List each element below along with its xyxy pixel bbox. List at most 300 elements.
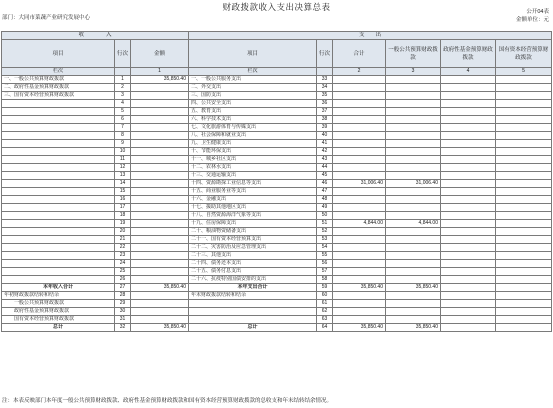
expense-line-cell: 43: [317, 156, 333, 164]
expense-capital-cell: [496, 92, 552, 100]
expense-item-cell: [189, 300, 317, 308]
expense-capital-cell: [496, 212, 552, 220]
income-amount-cell: [131, 316, 189, 324]
expense-general-cell: [386, 204, 441, 212]
table-row: [2, 252, 552, 260]
expense-item-cell: 本年支出合计: [189, 284, 317, 292]
expense-line-cell: 36: [317, 100, 333, 108]
income-line-cell: 30: [115, 308, 131, 316]
income-line-cell: 21: [115, 236, 131, 244]
expense-fund-cell: [441, 132, 496, 140]
table-row: [2, 148, 552, 156]
expense-capital-cell: [496, 308, 552, 316]
income-item-cell: [2, 140, 115, 148]
expense-line-cell: 45: [317, 172, 333, 180]
expense-total-cell: [333, 100, 386, 108]
expense-fund-cell: [441, 196, 496, 204]
expense-fund-cell: [441, 76, 496, 84]
expense-total-cell: [333, 244, 386, 252]
lan-label-expense: 栏次: [189, 68, 317, 76]
expense-capital-cell: [496, 108, 552, 116]
income-item-cell: [2, 212, 115, 220]
expense-capital-cell: [496, 204, 552, 212]
income-line-cell: 26: [115, 276, 131, 284]
table-row: [2, 316, 552, 324]
expense-item-cell: 二十五、债务付息支出: [189, 268, 317, 276]
income-line-cell: 5: [115, 108, 131, 116]
income-line-cell: 2: [115, 84, 131, 92]
expense-fund-cell: [441, 236, 496, 244]
expense-capital-cell: [496, 324, 552, 332]
expense-general-cell: [386, 84, 441, 92]
expense-item-cell: 二十四、债务还本支出: [189, 260, 317, 268]
income-amount-cell: [131, 124, 189, 132]
income-line-cell: 28: [115, 292, 131, 300]
expense-capital-cell: [496, 316, 552, 324]
expense-total-cell: [333, 292, 386, 300]
income-line-cell: 15: [115, 188, 131, 196]
expense-item-cell: 五、教育支出: [189, 108, 317, 116]
income-line-cell: 8: [115, 132, 131, 140]
income-line-cell: 27: [115, 284, 131, 292]
expense-total-cell: [333, 308, 386, 316]
income-amount-cell: [131, 244, 189, 252]
expense-fund-cell: [441, 204, 496, 212]
table-row: [2, 156, 552, 164]
income-item-cell: [2, 100, 115, 108]
income-line-cell: 12: [115, 164, 131, 172]
expense-general-cell: [386, 116, 441, 124]
expense-total-cell: [333, 276, 386, 284]
table-row: [2, 116, 552, 124]
expense-general-cell: [386, 164, 441, 172]
income-amount-cell: 35,850.40: [131, 76, 189, 84]
col-amount: 金额: [131, 40, 189, 68]
income-amount-cell: [131, 300, 189, 308]
income-amount-cell: [131, 172, 189, 180]
income-amount-cell: [131, 108, 189, 116]
table-row: [2, 300, 552, 308]
expense-total-cell: [333, 172, 386, 180]
table-row: [2, 108, 552, 116]
table-row: [2, 204, 552, 212]
expense-item-cell: 六、科学技术支出: [189, 116, 317, 124]
footnote: 注：本表反映部门本年度一般公共预算财政拨款、政府性基金预算财政拨款和国有资本经营预算财政拨款的总收支和年末结转结余情况。: [2, 398, 333, 404]
expense-fund-cell: [441, 180, 496, 188]
expense-line-cell: 33: [317, 76, 333, 84]
income-item-cell: [2, 268, 115, 276]
expense-general-cell: [386, 100, 441, 108]
income-amount-cell: [131, 204, 189, 212]
expense-total-cell: [333, 188, 386, 196]
expense-line-cell: 49: [317, 204, 333, 212]
expense-total-cell: [333, 148, 386, 156]
income-line-cell: 10: [115, 148, 131, 156]
expense-line-cell: 44: [317, 164, 333, 172]
department-label: 部门：大同市菜蔬产业研究发展中心: [2, 15, 91, 21]
income-amount-cell: [131, 260, 189, 268]
expense-total-cell: [333, 316, 386, 324]
expense-general-cell: 35,850.40: [386, 324, 441, 332]
income-item-cell: [2, 172, 115, 180]
expense-capital-cell: [496, 156, 552, 164]
expense-fund-cell: [441, 244, 496, 252]
expense-capital-cell: [496, 188, 552, 196]
expense-capital-cell: [496, 252, 552, 260]
expense-capital-cell: [496, 196, 552, 204]
table-row: [2, 92, 552, 100]
expense-line-cell: 54: [317, 244, 333, 252]
table-row: [2, 324, 552, 332]
income-amount-cell: [131, 292, 189, 300]
expense-capital-cell: [496, 100, 552, 108]
expense-item-cell: 十二、农林水支出: [189, 164, 317, 172]
expense-general-cell: [386, 76, 441, 84]
expense-item-cell: 二十、粮油物资储备支出: [189, 228, 317, 236]
income-item-cell: 总计: [2, 324, 115, 332]
expense-general-cell: [386, 108, 441, 116]
expense-fund-cell: [441, 212, 496, 220]
expense-line-cell: 40: [317, 132, 333, 140]
table-row: [2, 164, 552, 172]
expense-general-cell: [386, 260, 441, 268]
income-amount-cell: [131, 84, 189, 92]
expense-total-cell: [333, 76, 386, 84]
expense-fund-cell: [441, 276, 496, 284]
income-amount-cell: [131, 156, 189, 164]
lan-label: 栏次: [2, 68, 115, 76]
expense-fund-cell: [441, 164, 496, 172]
income-amount-cell: [131, 276, 189, 284]
income-line-cell: 19: [115, 220, 131, 228]
column-index-row: [2, 68, 552, 76]
income-line-cell: 6: [115, 116, 131, 124]
expense-line-cell: 39: [317, 124, 333, 132]
expense-general-cell: [386, 196, 441, 204]
expense-total-cell: [333, 228, 386, 236]
income-item-cell: 年初财政拨款结转和结余: [2, 292, 115, 300]
expense-item-cell: 十九、住房保障支出: [189, 220, 317, 228]
expense-total-cell: 31,006.40: [333, 180, 386, 188]
lan-2: 2: [333, 68, 386, 76]
column-header-row: [2, 40, 552, 68]
expense-line-cell: 38: [317, 116, 333, 124]
expense-total-cell: 4,844.00: [333, 220, 386, 228]
expense-total-cell: [333, 236, 386, 244]
expense-capital-cell: [496, 276, 552, 284]
expense-header: 支 出: [189, 32, 552, 40]
expense-item-cell: 十七、援助其他地区支出: [189, 204, 317, 212]
expense-line-cell: 58: [317, 276, 333, 284]
expense-item-cell: 总计: [189, 324, 317, 332]
income-amount-cell: 35,850.40: [131, 324, 189, 332]
expense-fund-cell: [441, 156, 496, 164]
income-item-cell: [2, 188, 115, 196]
income-line-cell: 31: [115, 316, 131, 324]
table-row: [2, 228, 552, 236]
expense-capital-cell: [496, 292, 552, 300]
expense-capital-cell: [496, 84, 552, 92]
table-row: [2, 140, 552, 148]
expense-total-cell: [333, 84, 386, 92]
expense-fund-cell: [441, 252, 496, 260]
income-amount-cell: [131, 140, 189, 148]
expense-item-cell: 二十一、国有资本经营预算支出: [189, 236, 317, 244]
expense-total-cell: [333, 124, 386, 132]
income-item-cell: 国有资本经营预算财政拨款: [2, 316, 115, 324]
col-line: 行次: [115, 40, 131, 68]
col-line-expense: 行次: [317, 40, 333, 68]
expense-capital-cell: [496, 76, 552, 84]
expense-capital-cell: [496, 132, 552, 140]
income-item-cell: [2, 116, 115, 124]
expense-fund-cell: [441, 220, 496, 228]
income-item-cell: [2, 196, 115, 204]
income-line-cell: 29: [115, 300, 131, 308]
col-item: 项目: [2, 40, 115, 68]
table-row: [2, 180, 552, 188]
table-row: [2, 188, 552, 196]
lan-1: 1: [131, 68, 189, 76]
expense-fund-cell: [441, 300, 496, 308]
income-item-cell: [2, 260, 115, 268]
expense-item-cell: 十六、金融支出: [189, 196, 317, 204]
expense-fund-cell: [441, 172, 496, 180]
expense-capital-cell: [496, 284, 552, 292]
table-row: [2, 196, 552, 204]
income-item-cell: 二、政府性基金预算财政拨款: [2, 84, 115, 92]
expense-general-cell: [386, 140, 441, 148]
expense-line-cell: 41: [317, 140, 333, 148]
col-fund-budget: 政府性基金预算财政拨款: [441, 40, 496, 68]
expense-item-cell: 四、公共安全支出: [189, 100, 317, 108]
expense-total-cell: [333, 164, 386, 172]
income-line-cell: 32: [115, 324, 131, 332]
expense-line-cell: 57: [317, 268, 333, 276]
income-item-cell: [2, 132, 115, 140]
report-title: 财政拨款收入支出决算总表: [222, 2, 331, 12]
expense-capital-cell: [496, 260, 552, 268]
income-line-cell: 13: [115, 172, 131, 180]
expense-item-cell: 十三、交通运输支出: [189, 172, 317, 180]
income-item-cell: 三、国有资本经营预算财政拨款: [2, 92, 115, 100]
expense-item-cell: 十、节能环保支出: [189, 148, 317, 156]
income-amount-cell: [131, 212, 189, 220]
lan-blank-expense: [317, 68, 333, 76]
lan-3: 3: [386, 68, 441, 76]
income-line-cell: 23: [115, 252, 131, 260]
section-header-row: [2, 32, 552, 40]
expense-capital-cell: [496, 300, 552, 308]
income-amount-cell: [131, 188, 189, 196]
expense-general-cell: [386, 132, 441, 140]
table-row: [2, 172, 552, 180]
income-amount-cell: 35,850.40: [131, 284, 189, 292]
expense-general-cell: [386, 188, 441, 196]
final-accounts-table: [1, 31, 552, 332]
expense-general-cell: [386, 252, 441, 260]
expense-capital-cell: [496, 228, 552, 236]
expense-capital-cell: [496, 220, 552, 228]
expense-total-cell: [333, 92, 386, 100]
expense-general-cell: [386, 316, 441, 324]
expense-line-cell: 63: [317, 316, 333, 324]
expense-item-cell: 十八、自然资源海洋气象等支出: [189, 212, 317, 220]
income-item-cell: [2, 108, 115, 116]
income-item-cell: [2, 164, 115, 172]
income-item-cell: 政府性基金预算财政拨款: [2, 308, 115, 316]
expense-general-cell: 35,850.40: [386, 284, 441, 292]
expense-total-cell: [333, 132, 386, 140]
income-item-cell: [2, 220, 115, 228]
income-item-cell: 一般公共预算财政拨款: [2, 300, 115, 308]
table-row: [2, 76, 552, 84]
form-number: 公开04表: [526, 9, 549, 15]
income-item-cell: [2, 156, 115, 164]
expense-line-cell: 62: [317, 308, 333, 316]
currency-unit: 金额单位：元: [515, 17, 549, 23]
expense-fund-cell: [441, 116, 496, 124]
lan-4: 4: [441, 68, 496, 76]
income-amount-cell: [131, 236, 189, 244]
expense-item-cell: 十一、城乡社区支出: [189, 156, 317, 164]
expense-total-cell: [333, 268, 386, 276]
expense-line-cell: 51: [317, 220, 333, 228]
expense-line-cell: 53: [317, 236, 333, 244]
income-line-cell: 7: [115, 124, 131, 132]
income-item-cell: [2, 252, 115, 260]
income-item-cell: 本年收入合计: [2, 284, 115, 292]
expense-general-cell: [386, 92, 441, 100]
expense-general-cell: 31,006.40: [386, 180, 441, 188]
expense-fund-cell: [441, 260, 496, 268]
table-row: [2, 276, 552, 284]
table-row: [2, 236, 552, 244]
table-row: [2, 268, 552, 276]
income-amount-cell: [131, 132, 189, 140]
expense-item-cell: 十四、资源勘探工业信息等支出: [189, 180, 317, 188]
expense-fund-cell: [441, 228, 496, 236]
income-amount-cell: [131, 308, 189, 316]
expense-item-cell: 三、国防支出: [189, 92, 317, 100]
lan-blank: [115, 68, 131, 76]
income-amount-cell: [131, 268, 189, 276]
expense-general-cell: [386, 292, 441, 300]
income-amount-cell: [131, 148, 189, 156]
expense-total-cell: [333, 108, 386, 116]
lan-5: 5: [496, 68, 552, 76]
income-item-cell: 一、一般公共预算财政拨款: [2, 76, 115, 84]
expense-item-cell: [189, 316, 317, 324]
expense-capital-cell: [496, 140, 552, 148]
expense-capital-cell: [496, 172, 552, 180]
expense-capital-cell: [496, 236, 552, 244]
col-general-budget: 一般公共预算财政拨款: [386, 40, 441, 68]
table-row: [2, 284, 552, 292]
expense-capital-cell: [496, 164, 552, 172]
income-amount-cell: [131, 164, 189, 172]
expense-line-cell: 34: [317, 84, 333, 92]
expense-total-cell: [333, 212, 386, 220]
income-line-cell: 22: [115, 244, 131, 252]
income-item-cell: [2, 276, 115, 284]
expense-fund-cell: [441, 284, 496, 292]
income-amount-cell: [131, 252, 189, 260]
expense-fund-cell: [441, 108, 496, 116]
expense-general-cell: [386, 148, 441, 156]
expense-general-cell: [386, 308, 441, 316]
expense-capital-cell: [496, 244, 552, 252]
income-item-cell: [2, 148, 115, 156]
expense-total-cell: [333, 252, 386, 260]
expense-fund-cell: [441, 100, 496, 108]
expense-item-cell: 一、一般公共服务支出: [189, 76, 317, 84]
expense-fund-cell: [441, 188, 496, 196]
income-amount-cell: [131, 92, 189, 100]
table-row: [2, 100, 552, 108]
expense-fund-cell: [441, 140, 496, 148]
expense-fund-cell: [441, 268, 496, 276]
expense-general-cell: [386, 172, 441, 180]
expense-general-cell: [386, 236, 441, 244]
income-item-cell: [2, 228, 115, 236]
expense-total-cell: [333, 196, 386, 204]
expense-total-cell: [333, 116, 386, 124]
expense-line-cell: 52: [317, 228, 333, 236]
table-row: [2, 132, 552, 140]
expense-capital-cell: [496, 124, 552, 132]
income-item-cell: [2, 204, 115, 212]
income-item-cell: [2, 124, 115, 132]
expense-item-cell: 七、文化旅游体育与传媒支出: [189, 124, 317, 132]
expense-total-cell: 35,850.40: [333, 284, 386, 292]
expense-total-cell: [333, 300, 386, 308]
income-line-cell: 11: [115, 156, 131, 164]
income-amount-cell: [131, 100, 189, 108]
expense-total-cell: [333, 156, 386, 164]
income-item-cell: [2, 244, 115, 252]
table-row: [2, 244, 552, 252]
expense-item-cell: 年末财政拨款结转和结余: [189, 292, 317, 300]
income-amount-cell: [131, 196, 189, 204]
expense-item-cell: 十五、商业服务业等支出: [189, 188, 317, 196]
expense-line-cell: 46: [317, 180, 333, 188]
income-line-cell: 24: [115, 260, 131, 268]
table-row: [2, 292, 552, 300]
income-line-cell: 14: [115, 180, 131, 188]
expense-line-cell: 35: [317, 92, 333, 100]
income-item-cell: [2, 236, 115, 244]
expense-general-cell: [386, 124, 441, 132]
expense-fund-cell: [441, 308, 496, 316]
expense-line-cell: 60: [317, 292, 333, 300]
expense-general-cell: [386, 212, 441, 220]
expense-fund-cell: [441, 148, 496, 156]
income-amount-cell: [131, 116, 189, 124]
income-line-cell: 20: [115, 228, 131, 236]
income-line-cell: 17: [115, 204, 131, 212]
col-total: 合计: [333, 40, 386, 68]
expense-fund-cell: [441, 92, 496, 100]
income-line-cell: 4: [115, 100, 131, 108]
expense-total-cell: [333, 140, 386, 148]
expense-general-cell: [386, 276, 441, 284]
expense-total-cell: [333, 260, 386, 268]
expense-fund-cell: [441, 84, 496, 92]
expense-general-cell: [386, 244, 441, 252]
income-line-cell: 9: [115, 140, 131, 148]
expense-line-cell: 55: [317, 252, 333, 260]
